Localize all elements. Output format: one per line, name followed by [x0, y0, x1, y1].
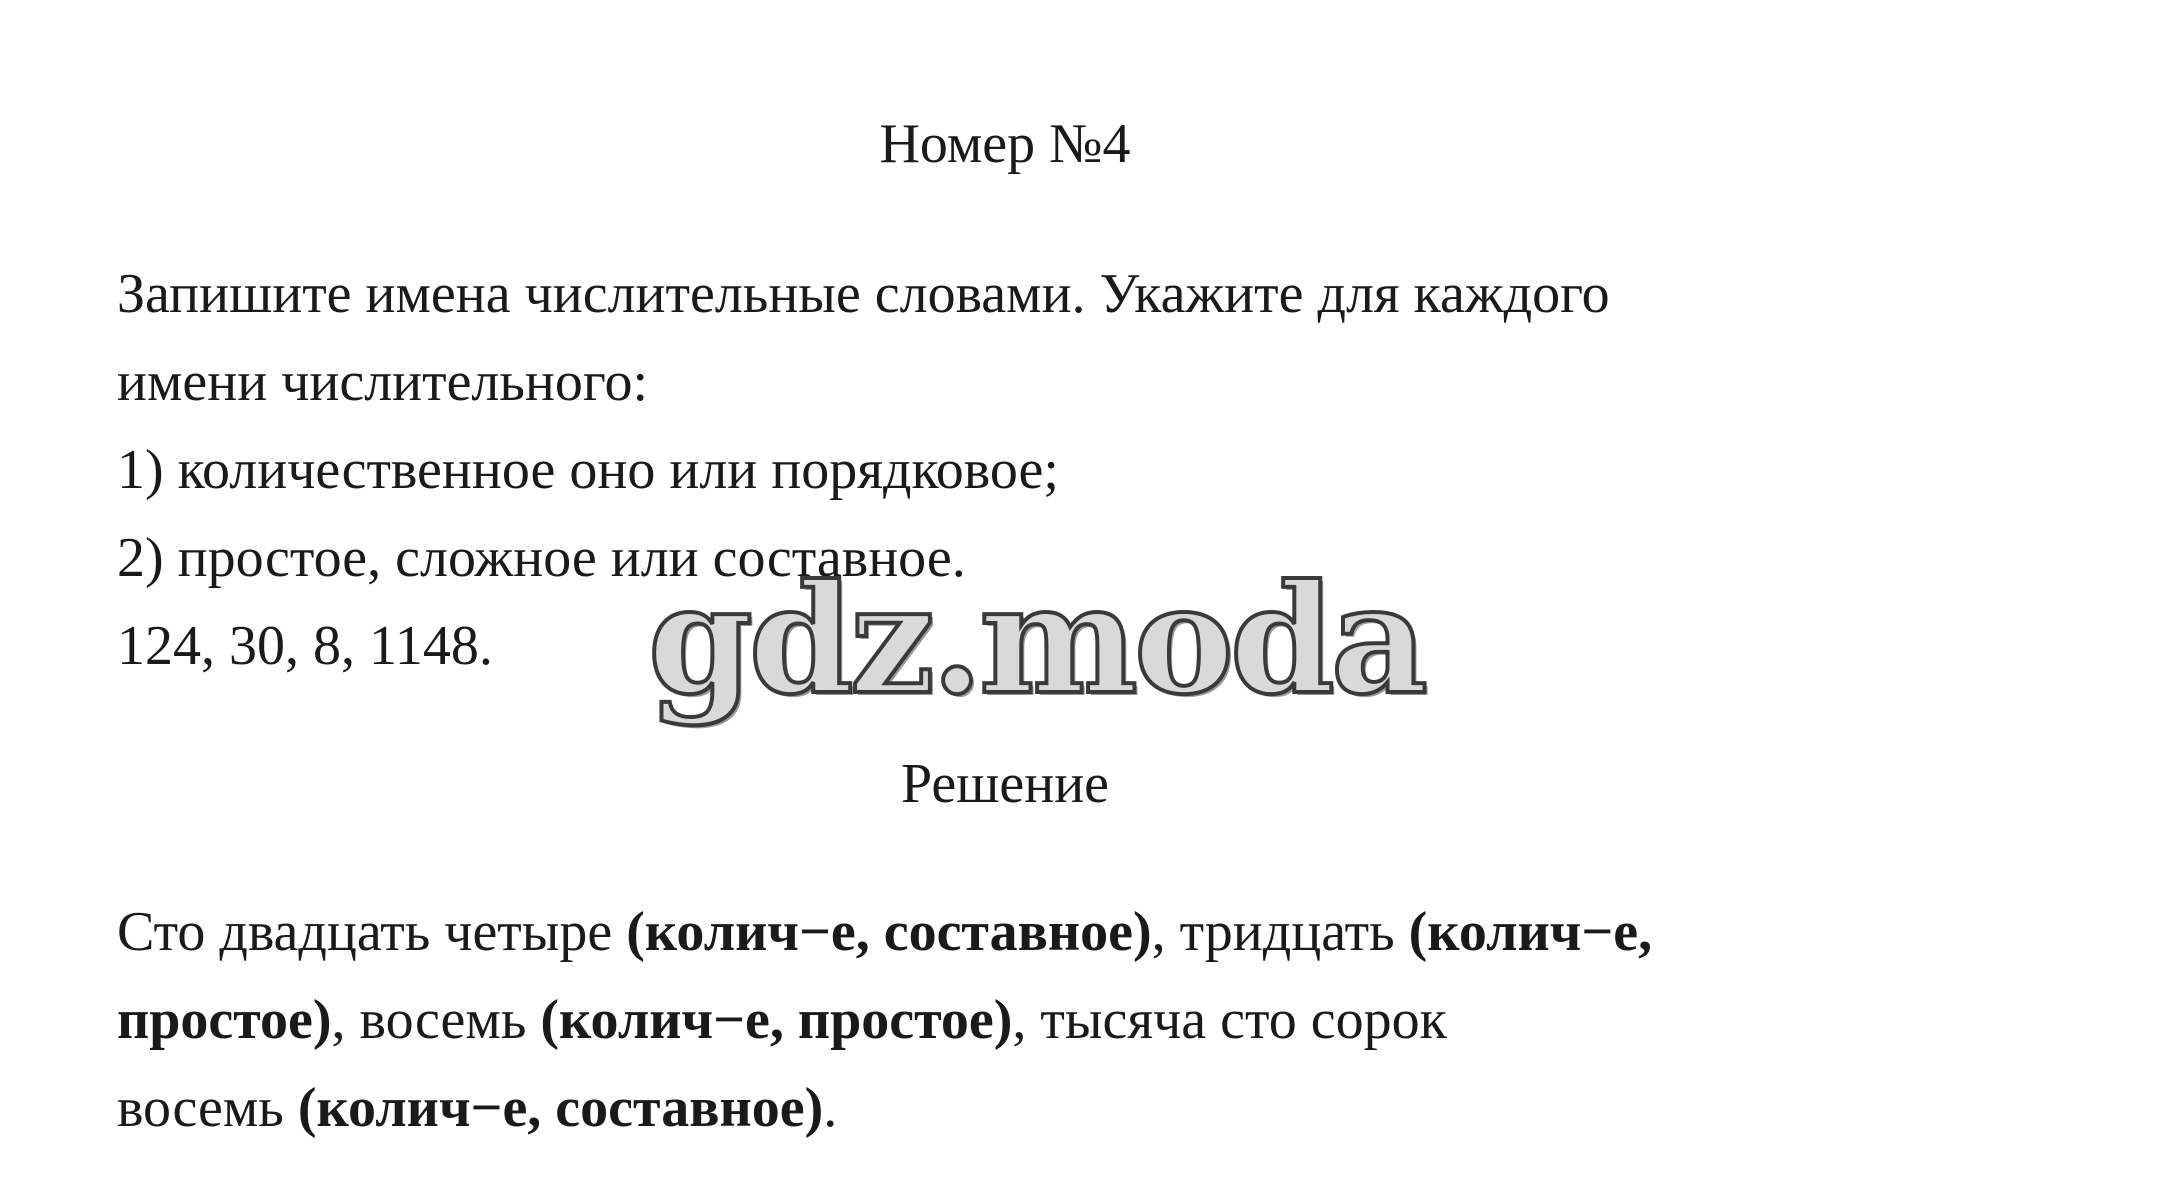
task-numbers: 124, 30, 8, 1148. [117, 615, 493, 677]
task-line: Запишите имена числительные словами. Укажите для каждого [117, 263, 1610, 325]
task-line: 2) простое, сложное или составное. [117, 527, 966, 589]
task-line: 1) количественное оно или порядковое; [117, 439, 1059, 501]
answer-line [117, 976, 2017, 1064]
answer-line [117, 888, 2017, 976]
answer-segment: Сто двадцать четыре [117, 901, 627, 963]
task-line: имени числительного: [117, 351, 649, 413]
page-title: Номер №4 [879, 113, 1131, 175]
answer-segment-bold: (колич−е, составное) [626, 901, 1152, 963]
answer-segment-bold: простое) [117, 989, 332, 1051]
answer-line [117, 1064, 2017, 1152]
watermark-logo: gdz.moda [648, 552, 1425, 728]
answer-segment: восемь [117, 1077, 298, 1139]
answer-segment: , восемь [331, 989, 541, 1051]
answer-segment: . [823, 1077, 838, 1139]
answer-segment-bold: (колич−е, составное) [297, 1077, 824, 1139]
answer-segment: , тридцать [1151, 901, 1409, 963]
answer-segment-bold: (колич−е, [1408, 901, 1653, 963]
answer-segment-bold: (колич−е, простое) [540, 989, 1013, 1051]
answer-segment: , тысяча сто сорок [1012, 989, 1447, 1051]
answer-text [117, 888, 2017, 1152]
solution-heading: Решение [900, 753, 1110, 815]
